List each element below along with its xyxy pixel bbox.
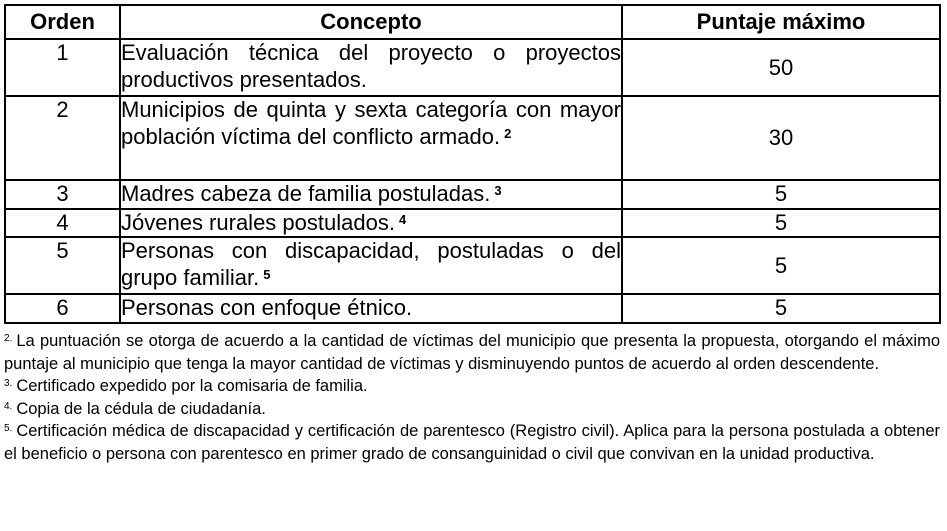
cell-puntaje: 5 <box>622 294 940 323</box>
footnote-ref: 2 <box>504 125 512 141</box>
cell-concepto <box>120 237 622 294</box>
footnote <box>4 398 940 421</box>
cell-concepto <box>120 209 622 238</box>
footnote-number: 4. <box>4 400 13 412</box>
footnote <box>4 375 940 398</box>
table-row <box>5 294 940 323</box>
footnote-number: 5. <box>4 423 13 434</box>
footnote-text: Certificación médica de discapacidad y certificación de parentesco (Registro civil). Aplica para la persona postulada a obtener el beneficio o persona con parentesco en primer grado de consanguinidad o civil que convivan en la unidad productiva. <box>4 422 940 463</box>
concepto-text: Evaluación técnica del proyecto o proyectos productivos presentados. <box>121 40 621 92</box>
header-orden: Orden <box>5 5 120 39</box>
footnotes <box>4 330 940 465</box>
cell-puntaje: 50 <box>622 39 940 96</box>
concepto-text: Madres cabeza de familia postuladas. <box>121 181 491 206</box>
concepto-text: Personas con discapacidad, postuladas o del grupo familiar. <box>121 238 621 290</box>
cell-concepto <box>120 294 622 323</box>
cell-orden: 6 <box>5 294 120 323</box>
cell-orden: 4 <box>5 209 120 238</box>
cell-puntaje: 5 <box>622 180 940 209</box>
cell-puntaje: 5 <box>622 209 940 238</box>
footnote <box>4 420 940 465</box>
cell-puntaje: 5 <box>622 237 940 294</box>
footnote-ref: 5 <box>263 266 271 282</box>
table-row <box>5 180 940 209</box>
footnote-number: 2. <box>4 333 13 344</box>
concepto-text: Municipios de quinta y sexta categoría con mayor población víctima del conflicto armado. <box>121 97 621 149</box>
cell-concepto <box>120 96 622 180</box>
header-concepto: Concepto <box>120 5 622 39</box>
footnote-text: Copia de la cédula de ciudadanía. <box>16 399 266 418</box>
concepto-text: Jóvenes rurales postulados. <box>121 209 395 235</box>
cell-concepto <box>120 39 622 96</box>
cell-orden: 1 <box>5 39 120 96</box>
footnote-ref: 4 <box>398 211 407 227</box>
cell-orden: 5 <box>5 237 120 294</box>
table-row <box>5 39 940 96</box>
cell-orden: 3 <box>5 180 120 209</box>
scoring-table <box>4 4 941 324</box>
cell-puntaje: 30 <box>622 96 940 180</box>
footnote <box>4 330 940 375</box>
table-row <box>5 96 940 180</box>
footnote-text: La puntuación se otorga de acuerdo a la cantidad de víctimas del municipio que presenta la propuesta, otorgando el máximo puntaje al municipio que tenga la mayor cantidad de víctimas y disminuyendo puntos de acuerdo al orden descendente. <box>4 332 940 373</box>
footnote-text: Certificado expedido por la comisaria de familia. <box>16 377 368 395</box>
cell-concepto <box>120 180 622 209</box>
footnote-number: 3. <box>4 378 13 389</box>
footnote-ref: 3 <box>494 183 502 198</box>
header-puntaje: Puntaje máximo <box>622 5 940 39</box>
table-row <box>5 237 940 294</box>
cell-orden: 2 <box>5 96 120 180</box>
concepto-text: Personas con enfoque étnico. <box>121 295 413 320</box>
table-header-row <box>5 5 940 39</box>
table-row <box>5 209 940 238</box>
